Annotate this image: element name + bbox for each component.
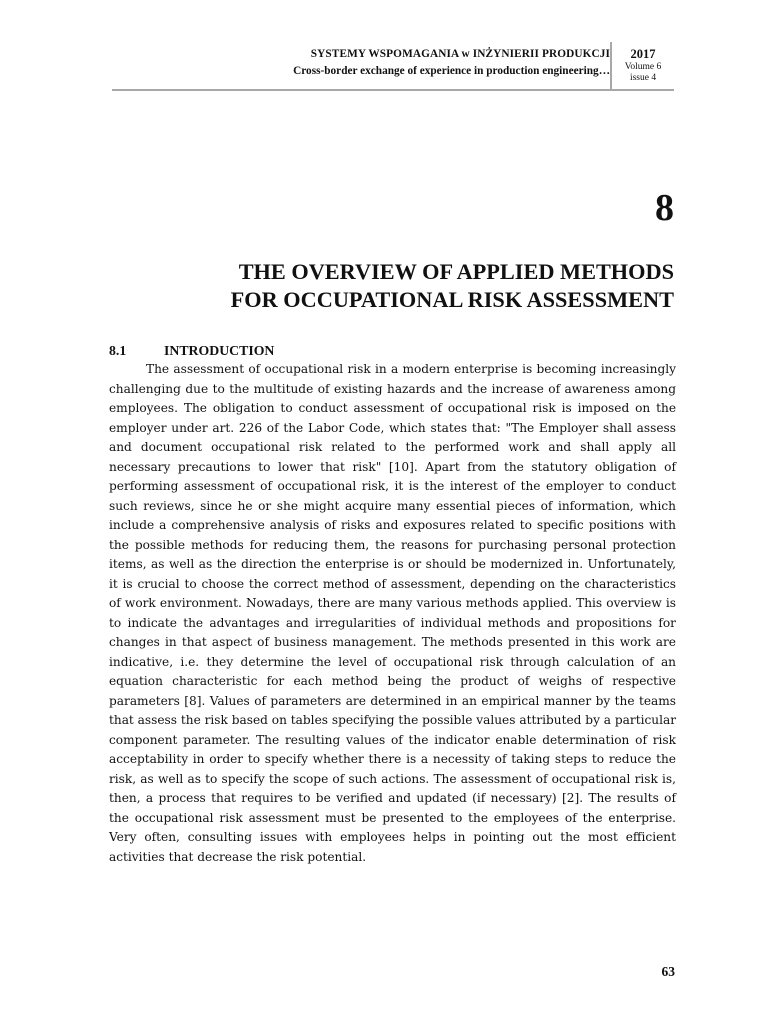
header-issue-info: [612, 47, 674, 84]
header-horizontal-rule: [112, 89, 674, 91]
chapter-title-line-2: FOR OCCUPATIONAL RISK ASSESSMENT: [230, 287, 674, 312]
publication-year: 2017: [630, 47, 656, 61]
header-journal-info: [293, 47, 610, 81]
body-paragraph: The assessment of occupational risk in a modern enterprise is becoming increasingly challenging due to the multitude of existing hazards and the increase of awareness among employees. The obligation to conduct assessment of occupational risk is imposed on the employer under art. 226 of the Labor Code, which states that: "The Employer shall assess and document occupational risk related to the performed work and shall apply all necessary precautions to lower that risk" [10]. Apart from the statutory obligation of performing assessment of occupational risk, it is the interest of the employer to conduct such reviews, since he or she might acquire many essential pieces of information, which include a comprehensive analysis of risks and exposures related to specific positions with the possible methods for reducing them, the reasons for purchasing personal protection items, as well as the direction the enterprise is or should be modernized in. Unfortunately, it is crucial to choose the correct method of assessment, depending on the characteristics of work environment. Nowadays, there are many various methods applied. This overview is to indicate the advantages and irregularities of individual methods and propositions for changes in that aspect of business management. The methods presented in this work are indicative, i.e. they determine the level of occupational risk through calculation of an equation characteristic for each method being the product of weighs of respective parameters [8]. Values of parameters are determined in an empirical manner by the teams that assess the risk based on tables specifying the possible values attributed by a particular component parameter. The resulting values of the indicator enable determination of risk acceptability in order to specify whether there is a necessity of taking steps to reduce the risk, as well as to specify the scope of such actions. The assessment of occupational risk is, then, a process that requires to be verified and updated (if necessary) [2]. The results of the occupational risk assessment must be presented to the employees of the enterprise. Very often, consulting issues with employees helps in pointing out the most efficient activities that decrease the risk potential.: [109, 362, 677, 864]
section-number: 8.1: [109, 343, 127, 358]
chapter-title-line-1: THE OVERVIEW OF APPLIED METHODS: [238, 259, 674, 284]
journal-title: SYSTEMY WSPOMAGANIA w INŻYNIERII PRODUKCJI: [310, 48, 610, 60]
issue-label: issue 4: [629, 73, 657, 83]
chapter-title: [114, 258, 674, 314]
journal-subtitle: Cross-border exchange of experience in production engineering…: [293, 65, 610, 77]
volume-label: Volume 6: [624, 62, 662, 72]
section-heading: [109, 342, 274, 360]
chapter-number: 8: [655, 187, 674, 229]
section-title: INTRODUCTION: [164, 343, 275, 358]
page-number: 63: [661, 964, 675, 979]
running-header: [112, 42, 674, 92]
